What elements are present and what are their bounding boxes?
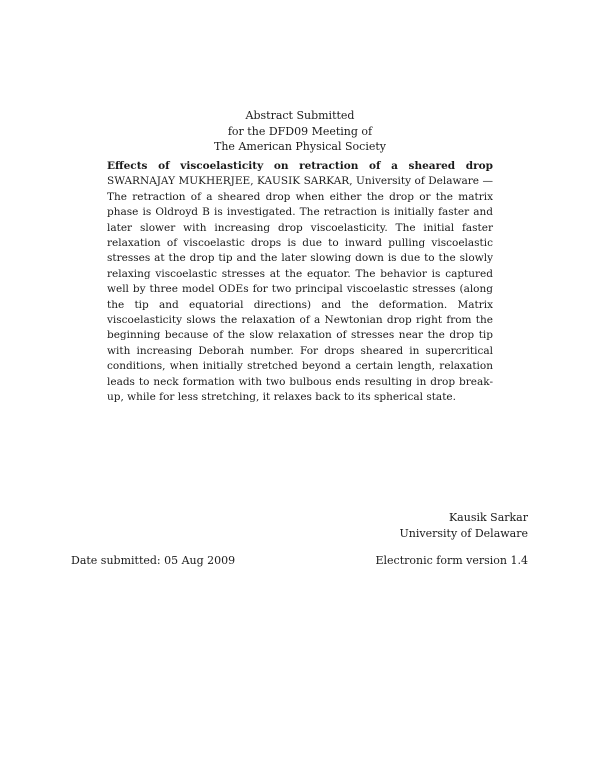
header-line-meeting: for the DFD09 Meeting of xyxy=(227,124,373,138)
date-submitted: Date submitted: 05 Aug 2009 xyxy=(71,554,236,567)
abstract-affiliation: , University of Delaware — xyxy=(349,175,493,188)
signature-name: Kausik Sarkar xyxy=(448,511,528,524)
header-line-society: The American Physical Society xyxy=(214,140,386,153)
header-line-abstract-submitted: Abstract Submitted xyxy=(245,109,355,122)
signature-block xyxy=(400,510,529,541)
abstract-title: Effects of viscoelasticity on retraction of a sheared drop xyxy=(107,160,493,172)
submission-header xyxy=(0,108,600,155)
abstract-text: The retraction of a sheared drop when either the drop or the matrix phase is Oldroyd B is investigated. The retraction is initially faster and later slower with increasing drop viscoelasticity. The initial faster relaxation of viscoelastic drops is due to inward pulling viscoelastic stresses at the drop tip and the later slowing down is due to the slowly relaxing viscoelastic stresses at the equator. The behavior is captured well by three model ODEs for two principal viscoelastic stresses (along the tip and equatorial directions) and the deformation. Matrix viscoelasticity slows the relaxation of a Newtonian drop right from the beginning because of the slow relaxation of stresses near the drop tip with increasing Deborah number. For drops sheared in supercritical conditions, when initially stretched beyond a certain length, relaxation leads to neck formation with two bulbous ends resulting in drop break-up, while for less stretching, it relaxes back to its spherical state. xyxy=(107,190,493,404)
signature-institution: University of Delaware xyxy=(399,526,528,540)
abstract-body xyxy=(107,159,493,406)
abstract-authors: SWARNAJAY MUKHERJEE, KAUSIK SARKAR xyxy=(107,175,350,188)
form-version: Electronic form version 1.4 xyxy=(375,554,528,567)
